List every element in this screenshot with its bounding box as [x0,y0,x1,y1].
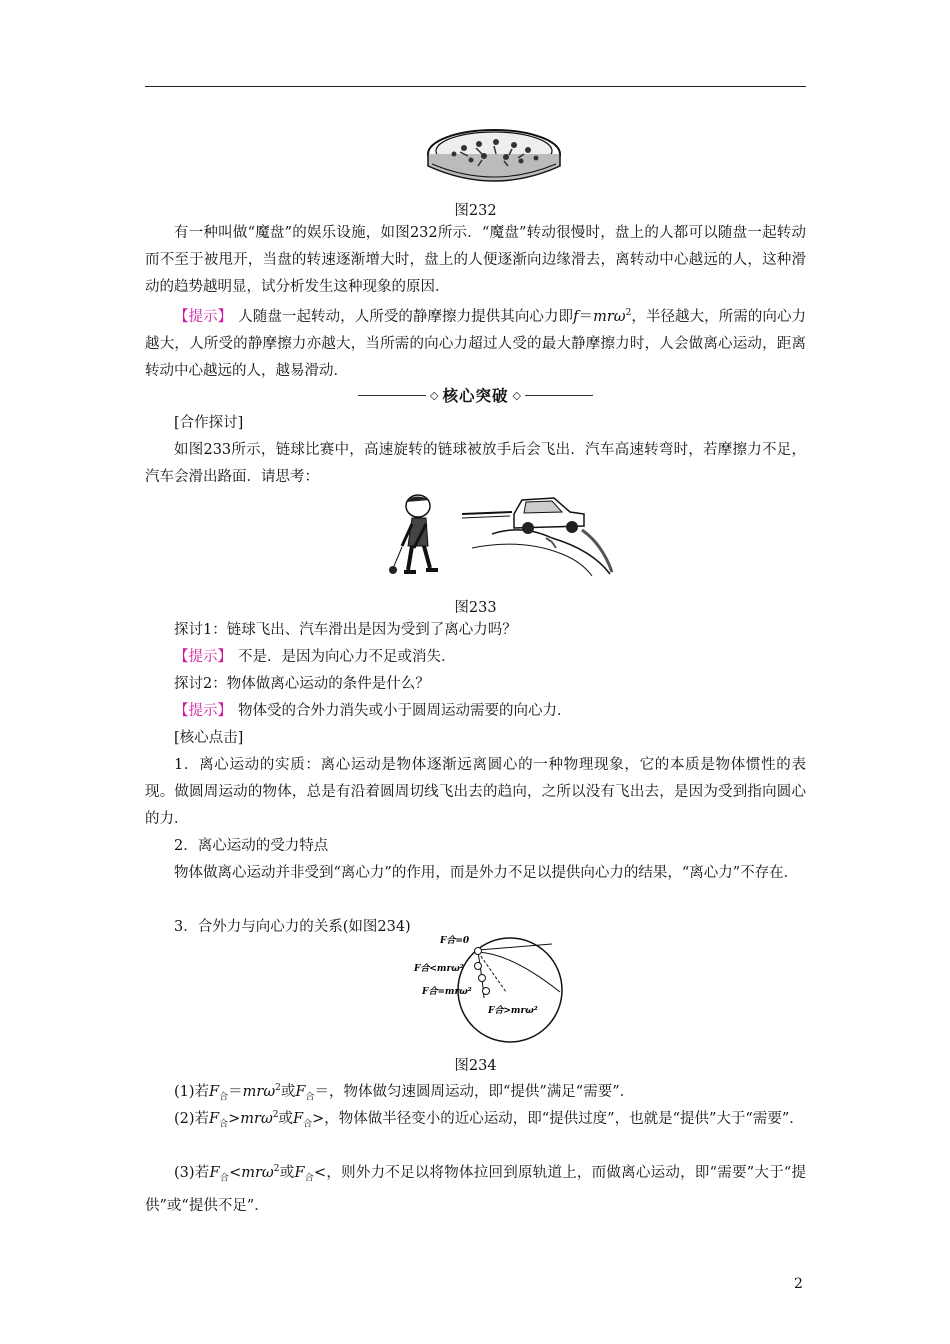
formula-f: f [573,308,579,325]
page-number: 2 [794,1276,803,1292]
core-point-2: 2．离心运动的受力特点 [174,838,329,854]
label-force-zero: F合=0 [440,936,470,946]
circular-orbit [458,938,562,1042]
core-point-2-body: 物体做离心运动并非受到“离心力”的作用，而是外力不足以提供向心力的结果，“离心力”不存在． [174,865,799,881]
answer-1-text: 不是．是因为向心力不足或消失． [238,649,456,665]
symbol-f: F [293,1110,304,1127]
symbol-lt: < [314,1164,327,1181]
section-header-core [145,382,806,408]
symbol-gt: > [312,1110,325,1127]
discussion-q1: 探讨1：链球飞出、汽车滑出是因为受到了离心力吗？ [174,622,517,638]
radius-line [478,952,506,992]
ball-marker [483,988,490,995]
symbol-gt: > [228,1110,241,1127]
symbol-mr: mr [241,1164,262,1181]
symbol-mr: mr [242,1083,264,1100]
discussion-q2: 探讨2：物体做离心运动的条件是什么？ [174,676,430,692]
diamond-icon: ◇ [430,388,439,402]
symbol-f: F [209,1083,220,1100]
case-2 [145,1102,806,1139]
magic-disc-hint [145,300,806,385]
symbol-he: 合 [219,1092,229,1103]
symbol-sup: 2 [273,1164,280,1174]
symbol-he: 合 [304,1173,314,1184]
core-heading: [核心点击] [174,730,244,746]
magic-disc-question: 有一种叫做“魔盘”的娱乐设施，如图232所示．“魔盘”转动很慢时，盘上的人都可以随盘一起转动而不至于被甩开，当盘的转速逐渐增大时，盘上的人便逐渐向边缘滑去，离转动中心越远的人，这种滑动的趋势越明显，试分析发生这种现象的原因． [145,225,806,295]
figure-233-caption: 图233 [454,600,497,616]
symbol-he: 合 [219,1119,229,1130]
hint-label: 【提示】 [174,308,233,325]
formula-mr: mr [593,308,614,325]
formula-eq: ＝ [578,308,594,325]
hint-text-a: 人随盘一起转动，人所受的静摩擦力提供其向心力即 [238,308,574,325]
section-line-right [525,395,593,396]
case-1-prefix: (1)若 [174,1083,210,1100]
case-2-prefix: (2)若 [174,1110,210,1127]
hammer-thrower-figure [384,490,456,588]
discussion-a2 [145,698,806,725]
symbol-lt: < [229,1164,242,1181]
figure-234-caption: 图234 [454,1058,497,1074]
symbol-omega: ω [260,1110,273,1127]
core-point-1: 1．离心运动的实质：离心运动是物体逐渐远离圆心的一种物理现象，它的本质是物体惯性的表现。做圆周运动的物体，总是有沿着圆周切线飞出去的趋向，之所以没有飞出去，是因为受到指向圆心的力． [145,757,806,827]
symbol-he: 合 [219,1173,230,1184]
symbol-f: F [294,1164,305,1181]
symbol-he: 合 [305,1092,315,1103]
symbol-mr: mr [240,1110,261,1127]
car-skid-figure [462,494,614,576]
hint-text-b: ，半径越大，所需的向心力越大，人所受的静摩擦力亦越大，当所需的向心力超过人受的最大静摩擦力时，人会做离心运动，距离转动中心越远的人，越易滑动． [145,308,807,379]
symbol-omega: ω [263,1083,276,1100]
case-2-or: 或 [278,1110,294,1127]
figure-232-caption: 图232 [454,203,497,219]
symbol-eq: ＝ [314,1083,329,1100]
label-force-equal: F合=mrω² [422,987,472,997]
formula-sup: 2 [625,308,632,318]
case-1-or: 或 [280,1083,296,1100]
symbol-f: F [209,1164,220,1181]
core-point-3: 3．合外力与向心力的关系(如图234) [174,919,411,935]
symbol-sup: 2 [272,1110,279,1120]
case-3-or: 或 [279,1164,295,1181]
diamond-icon: ◇ [512,388,521,402]
ball-marker [479,975,486,982]
ball-marker [475,948,482,955]
case-3-text: ，则外力不足以将物体拉回到原轨道上，而做离心运动，即“需要”大于“提供”或“提供不足”． [145,1164,806,1214]
header-rule [145,86,806,87]
symbol-eq: ＝ [228,1083,243,1100]
answer-2-text: 物体受的合外力消失或小于圆周运动需要的向心力． [238,703,572,719]
discussion-intro: 如图233所示，链球比赛中，高速旋转的链球被放手后会飞出．汽车高速转弯时，若摩擦力不足，汽车会滑出路面．请思考： [145,442,806,485]
case-3 [145,1156,806,1220]
symbol-f: F [209,1110,220,1127]
label-force-less: F合<mrω² [414,964,464,974]
case-2-text: ，物体做半径变小的近心运动，即“提供过度”，也就是“提供”大于“需要”． [324,1110,804,1127]
discussion-heading: [合作探讨] [174,415,244,431]
symbol-he: 合 [303,1119,313,1130]
symbol-sup: 2 [275,1083,281,1093]
discussion-a1 [145,644,806,671]
symbol-omega: ω [261,1164,274,1181]
section-line-left [358,395,426,396]
magic-disc-figure [424,120,564,194]
label-force-greater: F合>mrω² [488,1006,538,1016]
section-title: 核心突破 [442,387,509,405]
outward-path [478,952,560,992]
hint-label: 【提示】 [174,649,232,665]
case-3-prefix: (3)若 [174,1164,210,1181]
ball-marker [475,963,482,970]
force-relation-diagram [412,928,572,1046]
formula-omega: ω [613,308,626,325]
symbol-f: F [295,1083,306,1100]
hint-label: 【提示】 [174,703,232,719]
case-1-text: ，物体做匀速圆周运动，即“提供”满足“需要”． [328,1083,635,1100]
